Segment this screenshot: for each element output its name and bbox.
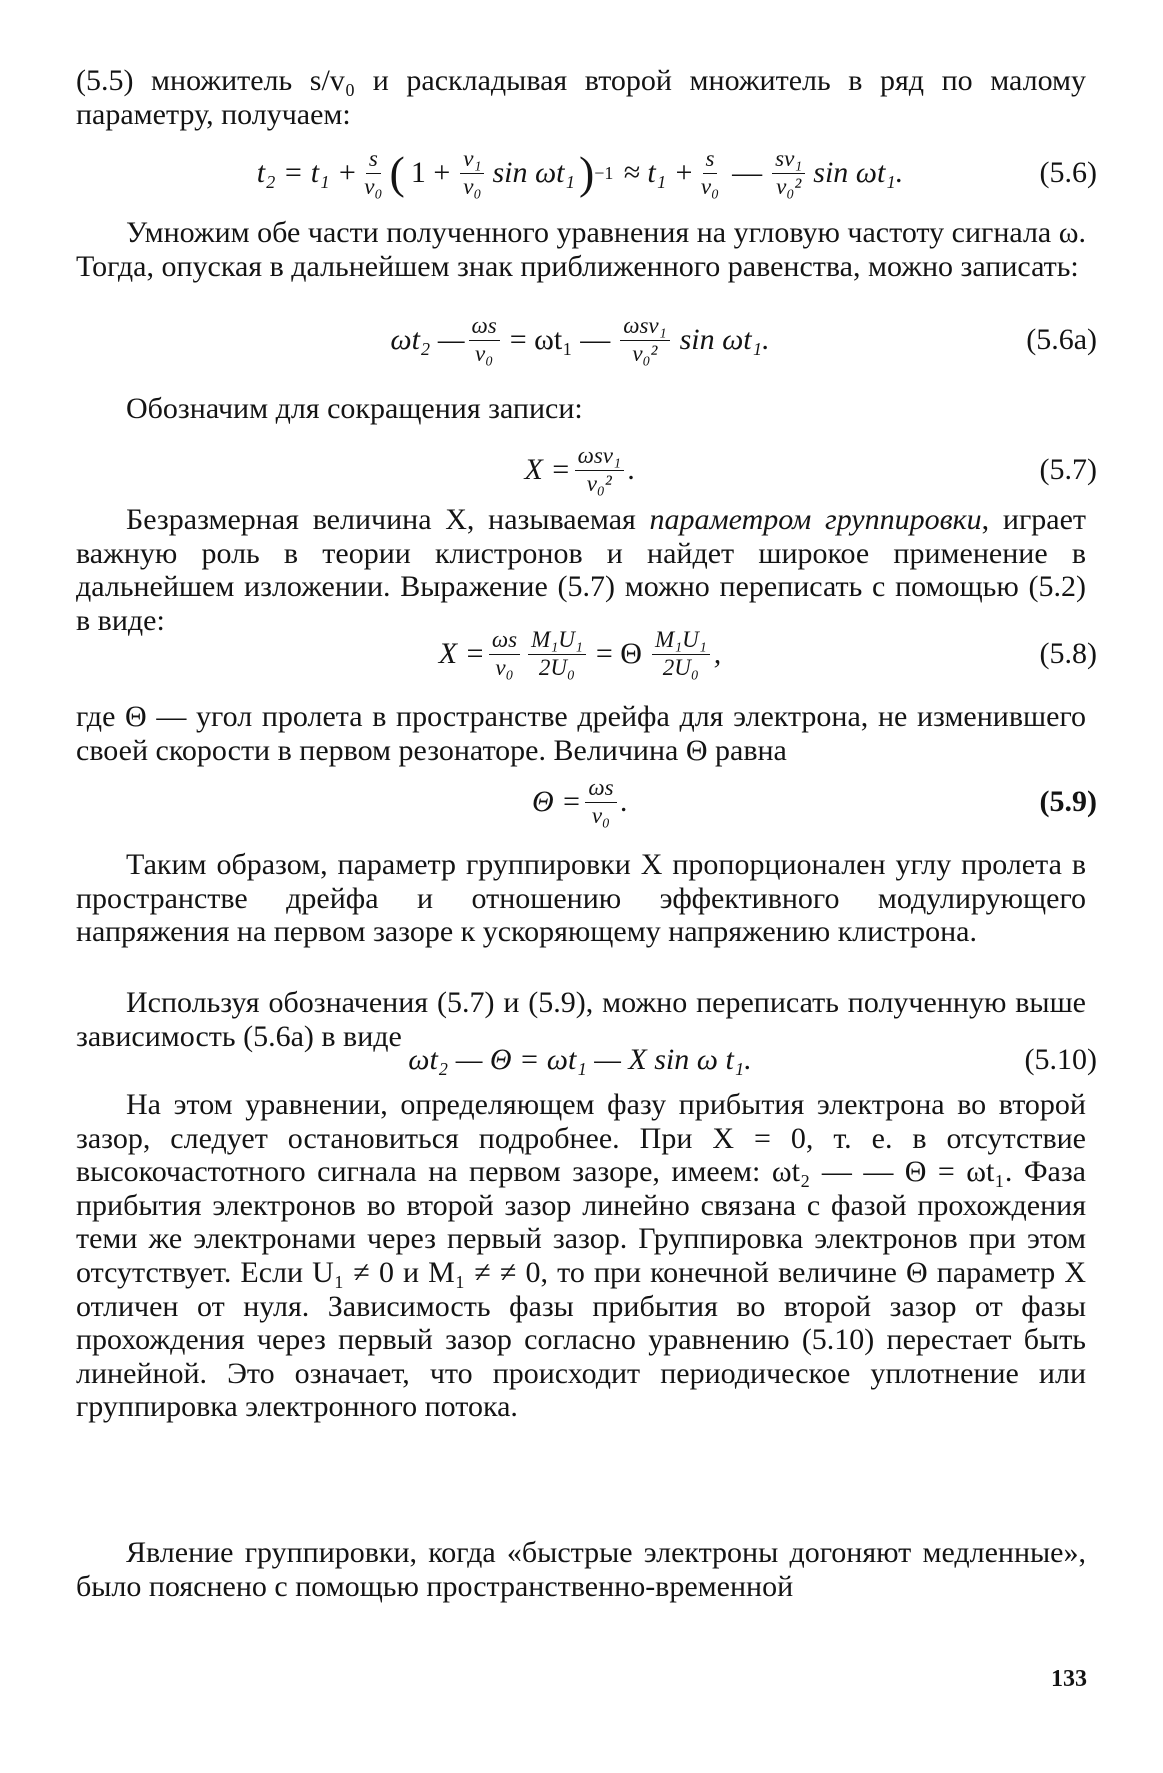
paragraph-transit-angle: где Θ — угол пролета в пространстве дрейфа для электрона, не изменившего своей скорости в первом резонаторе. Величина Θ равна [76, 700, 1086, 767]
eq-5-6-frac-1: $\frac{s}{\text{v₀}}$ [364, 146, 383, 199]
page-number: 133 [1051, 1666, 1087, 1692]
paragraph-bunching-parameter: Безразмерная величина X, называемая параметром группировки, играет важную роль в теории клистронов и найдет широкое применение в дальнейшем изложении. Выражение (5.7) можно переписать с помощью (5.2) в виде: [76, 503, 1086, 637]
eq-5-6a-mid: = ωt₁ — [509, 323, 611, 356]
paragraph-proportional: Таким образом, параметр группировки X пропорционален углу пролета в пространстве дрейфа и отношению эффективного модулирующего напряжения на первом зазоре к ускоряющему напряжению клистрона. [76, 848, 1086, 949]
paragraph-using-notation: Используя обозначения (5.7) и (5.9), можно переписать полученную выше зависимость (5.6а) в виде [76, 986, 1086, 1053]
eq-5-6-frac-2: $\frac{\text{v₁}}{\text{v₀}}$ [460, 147, 484, 198]
eq-5-6a-frac-2: $\frac{\text{ωsv₁}}{\text{v₀²}}$ [620, 314, 669, 365]
paragraph-multiply: Умножим обе части полученного уравнения на угловую частоту сигнала ω. Тогда, опуская в дальнейшем знак приближенного равенства, можно записать: [76, 216, 1086, 283]
eq-5-9-tail: . [620, 785, 629, 818]
equation-number-5-7: (5.7) [1039, 453, 1097, 486]
equation-number-5-8: (5.8) [1039, 637, 1097, 670]
eq-5-6-lhs: t₂ = t₁ + [256, 156, 358, 189]
eq-5-6a-frac-1: $\frac{\omega s}{\text{v₀}}$ [469, 314, 500, 365]
eq-5-8-lhs: X = [438, 637, 485, 670]
eq-5-8-frac-2: $\frac{\text{M₁U₁}}{\text{2U₀}}$ [528, 628, 586, 679]
paragraph-intro: (5.5) множитель s/v₀ и раскладывая второй множитель в ряд по малому параметру, получаем: [76, 64, 1086, 131]
eq-5-8-mid: = Θ [595, 637, 642, 670]
eq-5-7-lhs: X = [524, 453, 571, 486]
equation-5-9 [150, 772, 1010, 832]
eq-5-8-frac-3: $\frac{\text{M₁U₁}}{\text{2U₀}}$ [652, 628, 710, 679]
equation-number-5-9: (5.9) [1039, 785, 1097, 818]
eq-5-6-open-paren: ( [389, 147, 405, 198]
eq-5-6a-lhs: ωt₂ — [390, 323, 465, 356]
paragraph-notation: Обозначим для сокращения записи: [126, 392, 583, 425]
equation-number-5-6: (5.6) [1039, 156, 1097, 189]
equation-number-5-10: (5.10) [1024, 1043, 1097, 1076]
eq-5-6-one: 1 + [410, 156, 451, 189]
eq-5-6a-tail: sin ωt₁. [679, 323, 770, 356]
eq-5-6-sin-2: sin ωt₁. [813, 156, 904, 189]
equation-number-5-6a: (5.6а) [1026, 323, 1097, 356]
equation-5-7 [150, 440, 1010, 500]
term-bunching-parameter: параметром группировки [649, 503, 982, 536]
eq-5-8-tail: , [713, 637, 722, 670]
paragraph-bunching-phenomenon: Явление группировки, когда «быстрые электроны догоняют медленные», было пояснено с помощью пространственно-временной [76, 1536, 1086, 1603]
eq-5-7-frac: $\frac{\text{ωsv₁}}{\text{v₀²}}$ [575, 444, 624, 495]
eq-5-7-tail: . [627, 453, 636, 486]
eq-5-6-frac-3: $\frac{s}{\text{v₀}}$ [700, 146, 720, 199]
eq-5-9-lhs: Θ = [531, 785, 582, 818]
eq-5-6-minus: — [732, 156, 763, 189]
eq-5-6-sin-1: sin ωt₁ [492, 156, 575, 189]
eq-5-6-frac-4: $\frac{\text{sv₁}}{\text{v₀²}}$ [772, 147, 805, 198]
equation-5-8 [150, 624, 1010, 684]
equation-5-6 [150, 143, 1010, 203]
eq-5-6-close-paren: ) [578, 147, 595, 198]
equation-5-6a [150, 310, 1010, 370]
paragraph-arrival-phase: На этом уравнении, определяющем фазу прибытия электрона во второй зазор, следует остановиться подробнее. При X = 0, т. е. в отсутствие высокочастотного сигнала на первом зазоре, имеем: ωt₂ — — Θ = ωt₁. Фаза прибытия электронов во второй зазор линейно связана с фазой прохождения теми же электронами через первый зазор. Группировка электронов при этом отсутствует. Если U₁ ≠ 0 и M₁ ≠ ≠ 0, то при конечной величине Θ параметр X отличен от нуля. Зависимость фазы прибытия во второй зазор от фазы прохождения через первый зазор согласно уравнению (5.10) перестает быть линейной. Это означает, что происходит периодическое уплотнение или группировка электронного потока. [76, 1088, 1086, 1424]
eq-5-8-frac-1: $\frac{\omega s}{\text{v₀}}$ [489, 628, 520, 679]
eq-5-10-body: ωt₂ — Θ = ωt₁ — X sin ω t₁. [408, 1043, 752, 1076]
eq-5-6-power: −1 [594, 162, 614, 183]
eq-5-6-approx: ≈ t₁ + [623, 156, 694, 189]
equation-5-10 [150, 1030, 1010, 1090]
eq-5-9-frac: $\frac{\omega s}{\text{v₀}}$ [585, 776, 616, 827]
